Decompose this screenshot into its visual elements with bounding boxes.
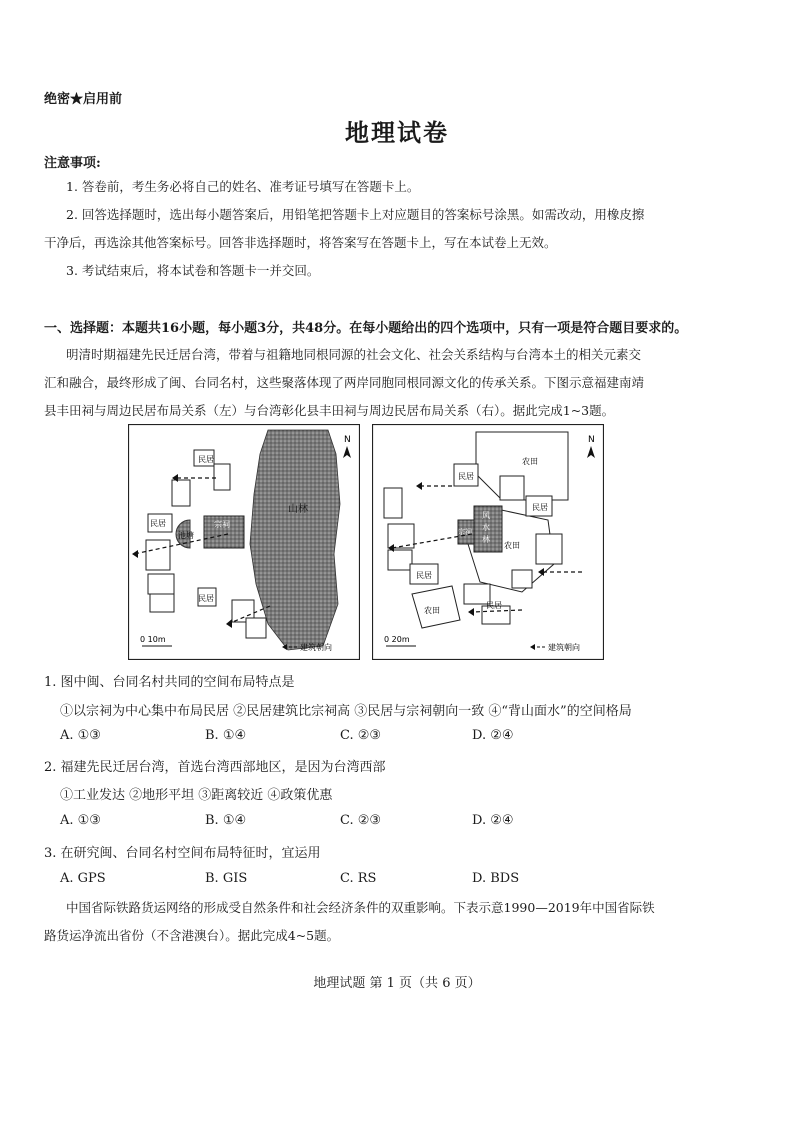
question-stem: 2. 福建先民迁居台湾，首选台湾西部地区，是因为台湾西部 bbox=[44, 760, 386, 775]
option-d[interactable]: D. ②④ bbox=[472, 728, 514, 743]
house-label: 民居 bbox=[150, 519, 166, 528]
intro-line: 中国省际铁路货运网络的形成受自然条件和社会经济条件的双重影响。下表示意1990—2019年中国省际铁 bbox=[66, 900, 655, 915]
option-a[interactable]: A. ①③ bbox=[60, 728, 101, 743]
house-shape bbox=[388, 524, 414, 548]
house-shape bbox=[148, 574, 174, 594]
notes-heading: 注意事项: bbox=[44, 156, 101, 171]
farmland-label: 农田 bbox=[522, 457, 538, 466]
ancestral-hall-label: 宗祠 bbox=[214, 520, 230, 529]
house-shape bbox=[500, 476, 524, 500]
house-shape bbox=[150, 594, 174, 612]
note-item: 3. 考试结束后，将本试卷和答题卡一并交回。 bbox=[66, 263, 320, 278]
note-item: 干净后，再选涂其他答案标号。回答非选择题时，将答案写在答题卡上，写在本试卷上无效。 bbox=[44, 235, 557, 250]
house-shape bbox=[388, 550, 412, 570]
mountain-label: 山林 bbox=[288, 504, 308, 515]
north-label: N bbox=[588, 435, 595, 445]
note-item: 1. 答卷前，考生务必将自己的姓名、准考证号填写在答题卡上。 bbox=[66, 179, 420, 194]
pond-label: 池塘 bbox=[178, 531, 194, 540]
question-choices: ①以宗祠为中心集中布局民居 ②民居建筑比宗祠高 ③民居与宗祠朝向一致 ④“背山面水”的空间格局 bbox=[60, 704, 632, 719]
farmland-label: 农田 bbox=[424, 606, 440, 615]
farmland-label: 农田 bbox=[504, 541, 520, 550]
option-c[interactable]: C. RS bbox=[340, 871, 377, 886]
option-b[interactable]: B. ①④ bbox=[205, 728, 247, 743]
house-label: 民居 bbox=[416, 571, 432, 580]
intro-line: 汇和融合，最终形成了闽、台同名村，这些聚落体现了两岸同胞同根同源文化的传承关系。下图示意福建南靖 bbox=[44, 375, 645, 390]
house-label: 民居 bbox=[486, 601, 502, 610]
scale-label: 0 20m bbox=[384, 635, 410, 644]
option-d[interactable]: D. ②④ bbox=[472, 813, 514, 828]
page-footer: 地理试题 第 1 页（共 6 页） bbox=[313, 976, 481, 991]
option-b[interactable]: B. GIS bbox=[205, 871, 248, 886]
forest-label: 风 bbox=[482, 511, 490, 520]
option-b[interactable]: B. ①④ bbox=[205, 813, 247, 828]
option-a[interactable]: A. GPS bbox=[60, 871, 106, 886]
intro-line: 路货运净流出省份（不含港澳台）。据此完成4~5题。 bbox=[44, 928, 340, 943]
question-stem: 3. 在研究闽、台同名村空间布局特征时，宜运用 bbox=[44, 846, 321, 861]
forest-label: 水 bbox=[482, 523, 490, 532]
option-d[interactable]: D. BDS bbox=[472, 871, 520, 886]
house-shape bbox=[246, 618, 266, 638]
legend-label: 建筑朝向 bbox=[300, 643, 332, 652]
legend-label: 建筑朝向 bbox=[548, 643, 580, 652]
ancestral-hall-label: 宗祠 bbox=[458, 528, 472, 536]
scale-label: 0 10m bbox=[140, 635, 166, 644]
question-stem: 1. 图中闽、台同名村共同的空间布局特点是 bbox=[44, 675, 295, 690]
note-item: 2. 回答选择题时，选出每小题答案后，用铅笔把答题卡上对应题目的答案标号涂黑。如需改动，用橡皮擦 bbox=[66, 207, 645, 222]
right-village-map bbox=[372, 424, 604, 660]
house-shape bbox=[146, 540, 170, 570]
confidential-label: 绝密★启用前 bbox=[44, 92, 123, 107]
page-title: 地理试卷 bbox=[345, 118, 449, 147]
house-label: 民居 bbox=[198, 594, 214, 603]
house-shape bbox=[512, 570, 532, 588]
house-label: 民居 bbox=[458, 472, 474, 481]
option-c[interactable]: C. ②③ bbox=[340, 813, 382, 828]
north-label: N bbox=[344, 435, 351, 445]
forest-label: 林 bbox=[482, 535, 490, 544]
house-shape bbox=[172, 480, 190, 506]
house-shape bbox=[214, 464, 230, 490]
question-choices: ①工业发达 ②地形平坦 ③距离较近 ④政策优惠 bbox=[60, 788, 333, 803]
intro-line: 县丰田祠与周边民居布局关系（左）与台湾彰化县丰田祠与周边民居布局关系（右）。据此完成1~3题。 bbox=[44, 403, 615, 418]
house-shape bbox=[536, 534, 562, 564]
house-label: 民居 bbox=[198, 455, 214, 464]
option-c[interactable]: C. ②③ bbox=[340, 728, 382, 743]
intro-line: 明清时期福建先民迁居台湾，带着与祖籍地同根同源的社会文化、社会关系结构与台湾本土的相关元素交 bbox=[66, 347, 642, 362]
house-shape bbox=[384, 488, 402, 518]
option-a[interactable]: A. ①③ bbox=[60, 813, 101, 828]
house-label: 民居 bbox=[532, 503, 548, 512]
left-village-map bbox=[128, 424, 360, 660]
section-heading: 一、选择题：本题共16小题，每小题3分，共48分。在每小题给出的四个选项中，只有一项是符合题目要求的。 bbox=[44, 321, 688, 336]
